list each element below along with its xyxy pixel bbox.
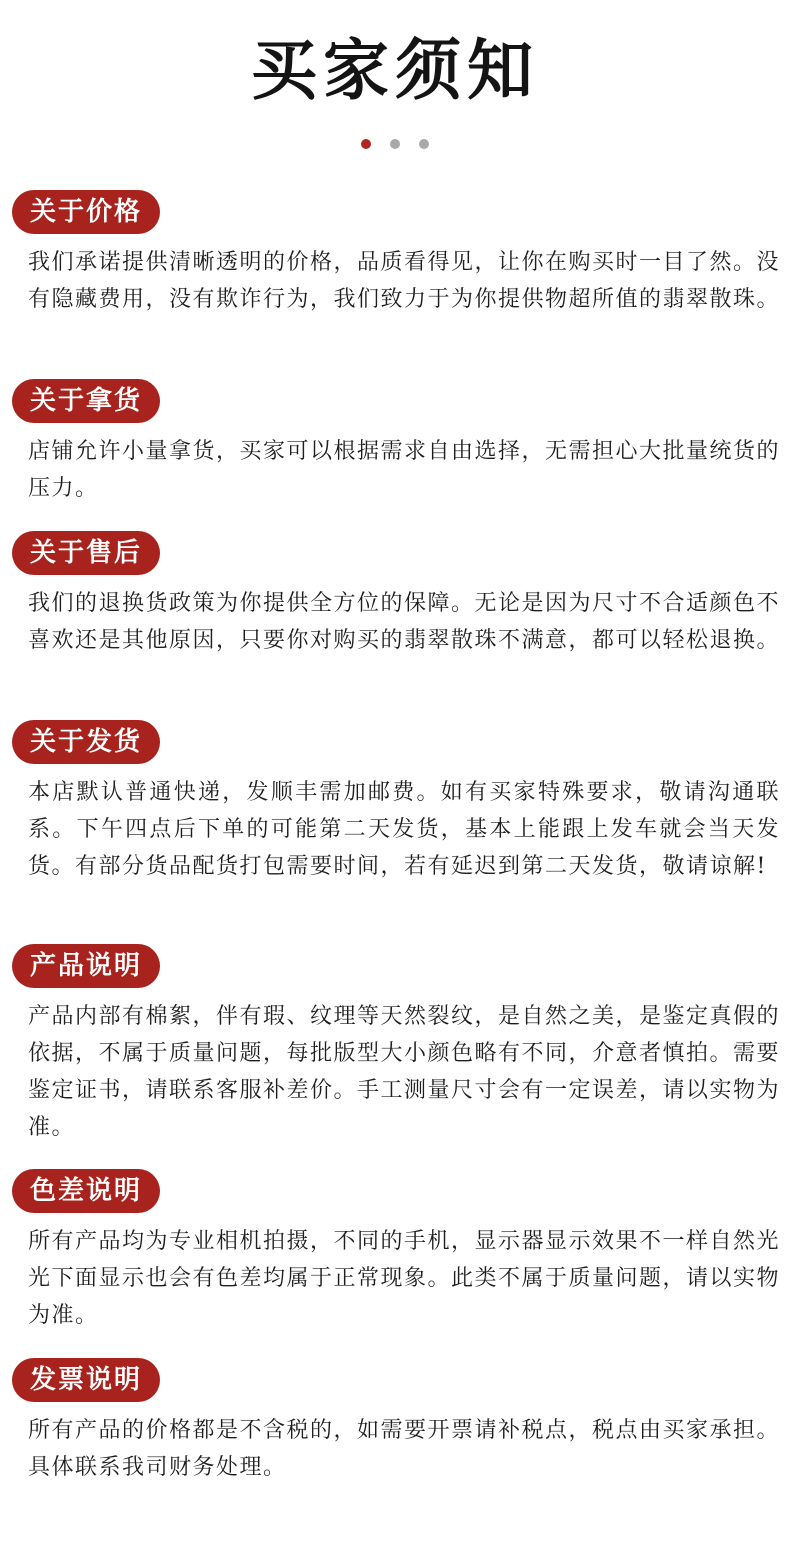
section-tag: 关于售后 [12,531,160,575]
page-title: 买家须知 [251,31,539,109]
section-body: 所有产品均为专业相机拍摄，不同的手机，显示器显示效果不一样自然光光下面显示也会有色差均属于正常现象。此类不属于质量问题，请以实物为准。 [28,1229,781,1328]
section-body: 本店默认普通快递，发顺丰需加邮费。如有买家特殊要求，敬请沟通联系。下午四点后下单的可能第二天发货，基本上能跟上发车就会当天发货。有部分货品配货打包需要时间，若有延迟到第二天发货，敬请谅解! [28,780,780,879]
section-tag: 关于发货 [12,720,160,764]
section-tag: 关于价格 [12,190,160,234]
dot-active-icon [361,139,371,149]
section-tag: 关于拿货 [12,379,160,423]
section-body: 产品内部有棉絮，伴有瑕、纹理等天然裂纹，是自然之美，是鉴定真假的依据，不属于质量问题，每批版型大小颜色略有不同，介意者慎拍。需要鉴定证书，请联系客服补差价。手工测量尺寸会有一定误差，请以实物为准。 [28,1004,781,1140]
section-body: 我们承诺提供清晰透明的价格，品质看得见，让你在购买时一目了然。没有隐藏费用，没有欺诈行为，我们致力于为你提供物超所值的翡翠散珠。 [28,250,781,312]
dot-icon [419,139,429,149]
section-tag: 产品说明 [12,944,160,988]
section-body: 店铺允许小量拿货，买家可以根据需求自由选择，无需担心大批量统货的压力。 [28,439,781,501]
dot-icon [390,139,400,149]
pager-dots [0,139,790,149]
section-tag: 发票说明 [12,1358,160,1402]
section-tag: 色差说明 [12,1169,160,1213]
section-body: 所有产品的价格都是不含税的，如需要开票请补税点，税点由买家承担。具体联系我司财务处理。 [28,1418,781,1480]
section-body: 我们的退换货政策为你提供全方位的保障。无论是因为尺寸不合适颜色不喜欢还是其他原因，只要你对购买的翡翠散珠不满意，都可以轻松退换。 [28,591,781,653]
